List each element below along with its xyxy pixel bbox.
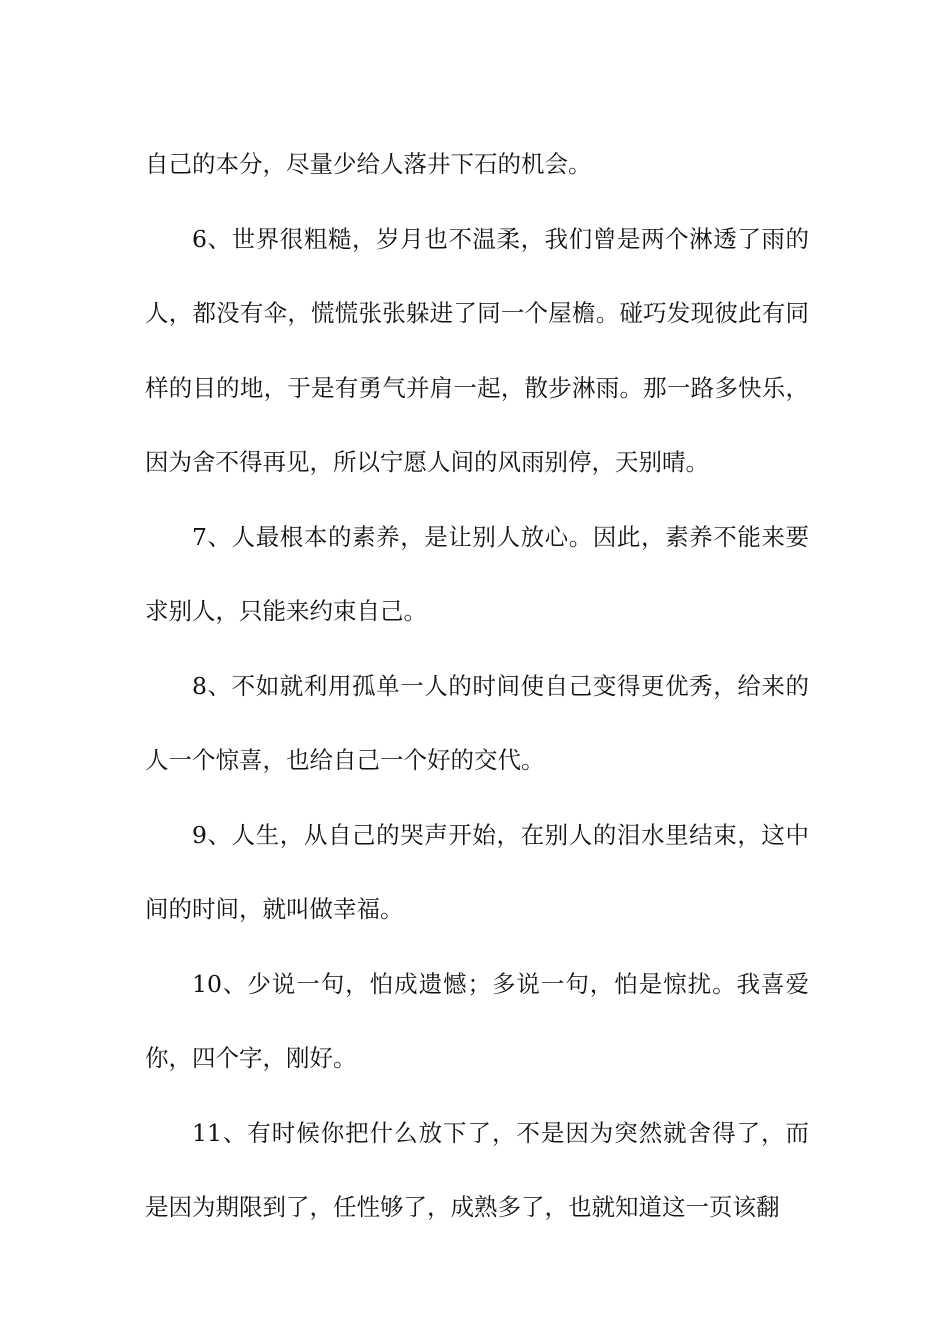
document-body [145,127,809,1245]
paragraph-item-6: 6、世界很粗糙，岁月也不温柔，我们曾是两个淋透了雨的人，都没有伞，慌慌张张躲进了同一个屋檐。碰巧发现彼此有同样的目的地，于是有勇气并肩一起，散步淋雨。那一路多快乐，因为舍不得再见，所以宁愿人间的风雨别停，天别晴。 [145,224,809,476]
paragraph-continuation: 自己的本分，尽量少给人落井下石的机会。 [145,150,592,178]
paragraph-item-11: 11、有时候你把什么放下了，不是因为突然就舍得了，而是因为期限到了，任性够了，成熟多了，也就知道这一页该翻 [145,1118,809,1221]
paragraph-item-9: 9、人生，从自己的哭声开始，在别人的泪水里结束，这中间的时间，就叫做幸福。 [145,820,809,923]
paragraph-item-10: 10、少说一句，怕成遗憾；多说一句，怕是惊扰。我喜爱你，四个字，刚好。 [145,969,809,1072]
paragraph-item-7: 7、人最根本的素养，是让别人放心。因此，素养不能来要求别人，只能来约束自己。 [145,522,809,625]
paragraph-item-8: 8、不如就利用孤单一人的时间使自己变得更优秀，给来的人一个惊喜，也给自己一个好的交代。 [145,671,809,774]
